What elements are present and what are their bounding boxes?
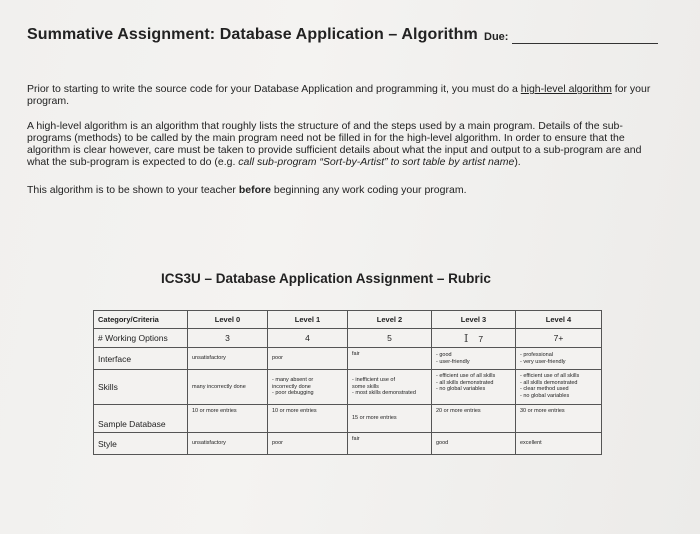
cell-level-4: excellent bbox=[516, 433, 602, 455]
header-level-3: Level 3 bbox=[432, 311, 516, 329]
cell-level-3: 20 or more entries bbox=[432, 405, 516, 433]
intro-text-start: Prior to starting to write the source code for your Database Application and programming it, you must do a bbox=[27, 83, 521, 95]
instruction-text: This algorithm is to be shown to your teacher bbox=[27, 184, 239, 196]
due-date-line bbox=[512, 43, 658, 44]
cell-level-4: 30 or more entries bbox=[516, 405, 602, 433]
intro-paragraph bbox=[27, 83, 667, 107]
table-row bbox=[94, 348, 602, 370]
cell-level-4: - professional - very user-friendly bbox=[516, 348, 602, 370]
header-level-0: Level 0 bbox=[188, 311, 268, 329]
cell-level-1: poor bbox=[268, 433, 348, 455]
high-level-algorithm-link: high-level algorithm bbox=[520, 83, 612, 95]
header-level-1: Level 1 bbox=[268, 311, 348, 329]
table-row bbox=[94, 405, 602, 433]
rubric-header-row bbox=[94, 311, 602, 329]
cell-level-1: 4 bbox=[268, 329, 348, 348]
row-label: Skills bbox=[94, 370, 188, 405]
table-row bbox=[94, 370, 602, 405]
cell-level-1: poor bbox=[268, 348, 348, 370]
cell-level-2: fair bbox=[348, 348, 432, 370]
cell-level-2: - inefficient use of some skills - most skills demonstrated bbox=[348, 370, 432, 405]
cell-level-0: unsatisfactory bbox=[188, 433, 268, 455]
header-category: Category/Criteria bbox=[94, 311, 188, 329]
page-title: Summative Assignment: Database Application – Algorithm bbox=[27, 26, 478, 43]
text-cursor-icon: I bbox=[463, 331, 469, 345]
cell-level-4: - efficient use of all skills - all skills demonstrated - clear method used - no global variables bbox=[516, 370, 602, 405]
cell-level-0: 10 or more entries bbox=[188, 405, 268, 433]
row-label: Style bbox=[94, 433, 188, 455]
cell-level-4: 7+ bbox=[516, 329, 602, 348]
instruction-text-end: beginning any work coding your program. bbox=[270, 184, 467, 196]
instruction-paragraph bbox=[27, 184, 667, 196]
cell-level-0: 3 bbox=[188, 329, 268, 348]
rubric-table bbox=[93, 310, 602, 455]
header-level-4: Level 4 bbox=[516, 311, 602, 329]
cell-level-1: - many absent or incorrectly done - poor debugging bbox=[268, 370, 348, 405]
row-label: Interface bbox=[94, 348, 188, 370]
cell-level-3: - efficient use of all skills - all skills demonstrated - no global variables bbox=[432, 370, 516, 405]
definition-example: call sub-program “Sort-by-Artist” to sort table by artist name bbox=[238, 156, 515, 168]
due-label: Due: bbox=[484, 31, 509, 43]
cell-level-3: I 7 bbox=[432, 329, 516, 348]
cell-level-2: fair bbox=[348, 433, 432, 455]
cell-level-2: 5 bbox=[348, 329, 432, 348]
definition-text: A high-level algorithm is an algorithm that roughly lists the structure of and the steps used by a main program. Details of the sub-programs (methods) to be called by the main program need not be filled in for the high-level algorithm. In order to ensure that the algorithm is clear however, care must be taken to provide sufficient details about what the input and output to a sub-program are and what the sub-program is expected to do (e.g. bbox=[27, 120, 642, 168]
cell-level-1: 10 or more entries bbox=[268, 405, 348, 433]
cell-level-0: unsatisfactory bbox=[188, 348, 268, 370]
definition-text-end: ). bbox=[514, 156, 521, 168]
table-row bbox=[94, 329, 602, 348]
definition-paragraph bbox=[27, 120, 663, 168]
row-label: # Working Options bbox=[94, 329, 188, 348]
header-level-2: Level 2 bbox=[348, 311, 432, 329]
cell-level-3: - good - user-friendly bbox=[432, 348, 516, 370]
cell-level-0: many incorrectly done bbox=[188, 370, 268, 405]
cell-level-3: good bbox=[432, 433, 516, 455]
row-label: Sample Database bbox=[94, 405, 188, 433]
cell-level-2: 15 or more entries bbox=[348, 405, 432, 433]
instruction-emphasis: before bbox=[238, 184, 271, 196]
rubric-title: ICS3U – Database Application Assignment – Rubric bbox=[161, 271, 491, 286]
intro-text-end: for your program. bbox=[27, 83, 651, 107]
table-row bbox=[94, 433, 602, 455]
